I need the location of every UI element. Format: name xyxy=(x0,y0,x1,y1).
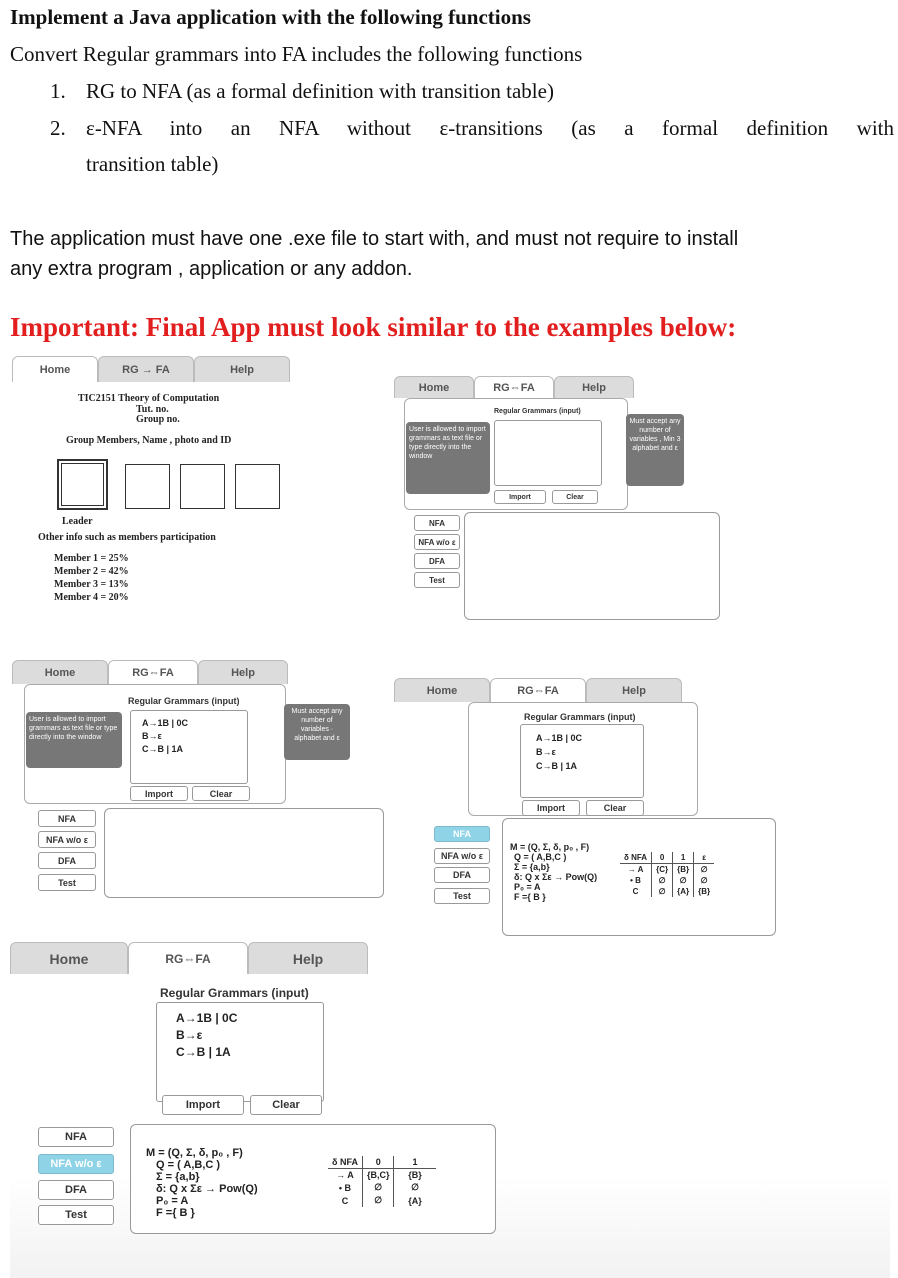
list-number-1: 1. xyxy=(50,79,66,103)
tab-help[interactable]: Help xyxy=(554,376,634,398)
member-1: Member 1 = 25% xyxy=(54,553,129,564)
formal-def-m: M = (Q, Σ, δ, p₀ , F) xyxy=(510,842,590,852)
member-photo-3 xyxy=(180,464,225,509)
formal-def-f: F ={ B } xyxy=(514,892,546,902)
test-button[interactable]: Test xyxy=(434,888,490,904)
tab-home[interactable]: Home xyxy=(12,660,108,684)
table-header xyxy=(620,852,714,864)
transition-table xyxy=(620,852,714,897)
table-cell: • B xyxy=(630,876,641,885)
grammar-title: Regular Grammars (input) xyxy=(494,408,581,415)
output-area xyxy=(464,512,720,620)
list-item-2-cont: transition table) xyxy=(86,152,219,176)
dfa-button[interactable]: DFA xyxy=(38,1180,114,1200)
intro-text: Convert Regular grammars into FA includes the following functions xyxy=(10,42,583,66)
list-item-2: ε-NFA into an NFA without ε-transitions (as a formal definition with xyxy=(86,116,894,140)
grammar-line-2: B→ε xyxy=(176,1028,203,1042)
dfa-button[interactable]: DFA xyxy=(434,867,490,883)
formal-def-delta: δ: Q x Σε → Pow(Q) xyxy=(514,872,598,882)
table-row xyxy=(620,864,714,876)
table-cell: ∅ xyxy=(694,864,715,876)
header-cell: ε xyxy=(694,852,715,864)
table-cell: ∅ xyxy=(362,1194,394,1207)
grammar-title: Regular Grammars (input) xyxy=(524,712,636,722)
table-row xyxy=(620,875,714,886)
clear-button[interactable]: Clear xyxy=(250,1095,322,1115)
table-cell: ∅ xyxy=(362,1181,394,1194)
important-note: Important: Final App must look similar to the examples below: xyxy=(10,312,737,342)
table-cell: ∅ xyxy=(652,886,673,897)
header-cell: δ NFA xyxy=(620,852,652,864)
tab-home[interactable]: Home xyxy=(394,376,474,398)
table-cell: {B,C} xyxy=(362,1169,394,1182)
members-label: Group Members, Name , photo and ID xyxy=(66,435,232,446)
member-3: Member 3 = 13% xyxy=(54,579,129,590)
grammar-input[interactable] xyxy=(494,420,602,486)
formal-def-p0: P₀ = A xyxy=(514,882,541,892)
rgfa-panel-grammar xyxy=(12,660,392,900)
grammar-title: Regular Grammars (input) xyxy=(160,986,309,1000)
dfa-button[interactable]: DFA xyxy=(414,553,460,569)
tut-no: Tut. no. xyxy=(136,404,169,415)
formal-def-q: Q = ( A,B,C ) xyxy=(514,852,567,862)
table-cell: → A xyxy=(336,1170,354,1180)
nfa-wo-e-button[interactable]: NFA w/o ε xyxy=(414,534,460,550)
member-2: Member 2 = 42% xyxy=(54,566,129,577)
table-row xyxy=(620,886,714,897)
formal-def-delta: δ: Q x Σε → Pow(Q) xyxy=(156,1183,258,1195)
group-no: Group no. xyxy=(136,414,180,425)
tooltip-import: User is allowed to import grammars as text file or type directly into the window xyxy=(26,712,122,768)
list-number-2: 2. xyxy=(50,116,66,140)
list-item-1: RG to NFA (as a formal definition with transition table) xyxy=(86,79,554,103)
tab-home[interactable]: Home xyxy=(394,678,490,702)
output-area xyxy=(104,808,384,898)
table-cell: {B} xyxy=(694,886,715,897)
home-panel-example xyxy=(12,356,292,606)
clear-button[interactable]: Clear xyxy=(552,490,598,504)
course-title: TIC2151 Theory of Computation xyxy=(78,393,220,404)
document-heading: Implement a Java application with the following functions xyxy=(10,5,531,29)
grammar-line-1: A→1B | 0C xyxy=(142,718,189,728)
requirement-line-2: any extra program , application or any addon. xyxy=(10,258,413,280)
formal-def-q: Q = ( A,B,C ) xyxy=(156,1159,221,1171)
table-cell: C xyxy=(632,887,639,896)
tab-help[interactable]: Help xyxy=(586,678,682,702)
table-cell: → A xyxy=(627,865,644,874)
formal-def-sigma: Σ = {a,b} xyxy=(514,862,550,872)
leader-photo-inner xyxy=(61,463,104,506)
nfa-wo-e-button[interactable]: NFA w/o ε xyxy=(38,1154,114,1174)
grammar-line-2: B→ε xyxy=(536,747,556,757)
table-cell: • B xyxy=(338,1182,352,1193)
rgfa-panel-empty xyxy=(394,376,724,621)
grammar-line-1: A→1B | 0C xyxy=(176,1011,238,1025)
tooltip-import: User is allowed to import grammars as text file or type directly into the window xyxy=(406,422,490,494)
table-row xyxy=(328,1181,436,1194)
table-cell: C xyxy=(341,1195,349,1206)
grammar-line-1: A→1B | 0C xyxy=(536,733,583,743)
header-cell: 0 xyxy=(652,852,673,864)
rgfa-panel-large xyxy=(10,942,890,1278)
requirement-line-1: The application must have one .exe file to start with, and must not require to install xyxy=(10,228,739,250)
nfa-wo-e-button[interactable]: NFA w/o ε xyxy=(434,848,490,864)
import-button[interactable]: Import xyxy=(162,1095,244,1115)
formal-def-sigma: Σ = {a,b} xyxy=(156,1171,200,1183)
table-row xyxy=(328,1194,436,1207)
other-info-label: Other info such as members participation xyxy=(38,532,216,543)
test-button[interactable]: Test xyxy=(38,874,96,891)
tooltip-accept: Must accept any number of variables · alphabet and ε xyxy=(284,704,350,760)
table-cell: ∅ xyxy=(394,1181,436,1194)
tab-home[interactable]: Home xyxy=(12,356,98,382)
table-cell: ∅ xyxy=(652,875,673,886)
formal-def-p0: P₀ = A xyxy=(156,1195,189,1207)
tab-home[interactable]: Home xyxy=(10,942,128,974)
nfa-button[interactable]: NFA xyxy=(434,826,490,842)
test-button[interactable]: Test xyxy=(414,572,460,588)
tab-help[interactable]: Help xyxy=(248,942,368,974)
nfa-button[interactable]: NFA xyxy=(38,810,96,827)
tab-help[interactable]: Help xyxy=(198,660,288,684)
member-photo-2 xyxy=(125,464,170,509)
grammar-line-3: C→B | 1A xyxy=(536,761,578,771)
table-row xyxy=(328,1169,436,1182)
dfa-button[interactable]: DFA xyxy=(38,852,96,869)
grammar-line-2: B→ε xyxy=(142,731,162,741)
tab-rgfa[interactable]: RG⇔FA xyxy=(128,942,248,974)
tooltip-accept: Must accept any number of variables , Min 3 alphabet and ε xyxy=(626,414,684,486)
formal-def-f: F ={ B } xyxy=(156,1207,195,1219)
nfa-wo-e-button[interactable]: NFA w/o ε xyxy=(38,831,96,848)
tab-rgfa[interactable]: RG⇔FA xyxy=(474,376,554,398)
tab-rgfa[interactable]: RG⇔FA xyxy=(108,660,198,684)
table-cell: {B} xyxy=(394,1169,436,1182)
grammar-line-3: C→B | 1A xyxy=(142,744,184,754)
import-button[interactable]: Import xyxy=(494,490,546,504)
member-photo-4 xyxy=(235,464,280,509)
import-button[interactable]: Import xyxy=(130,786,188,801)
header-cell: 1 xyxy=(394,1156,436,1169)
rgfa-panel-result xyxy=(394,678,778,938)
table-cell: ∅ xyxy=(694,875,715,886)
grammar-title: Regular Grammars (input) xyxy=(128,696,240,706)
clear-button[interactable]: Clear xyxy=(586,800,644,816)
tab-rgfa[interactable]: RG⇔FA xyxy=(490,678,586,702)
transition-table xyxy=(328,1156,436,1207)
header-cell: δ NFA xyxy=(328,1156,362,1169)
table-cell: {B} xyxy=(673,864,694,876)
import-button[interactable]: Import xyxy=(522,800,580,816)
header-cell: 0 xyxy=(362,1156,394,1169)
table-cell: {C} xyxy=(652,864,673,876)
nfa-button[interactable]: NFA xyxy=(414,515,460,531)
table-cell: {A} xyxy=(394,1194,436,1207)
clear-button[interactable]: Clear xyxy=(192,786,250,801)
leader-label: Leader xyxy=(62,516,93,527)
nfa-button[interactable]: NFA xyxy=(38,1127,114,1147)
tab-rg-fa[interactable]: RG → FA xyxy=(98,356,194,382)
table-cell: ∅ xyxy=(673,875,694,886)
grammar-line-3: C→B | 1A xyxy=(176,1045,231,1059)
table-header xyxy=(328,1156,436,1169)
member-4: Member 4 = 20% xyxy=(54,592,129,603)
tab-help[interactable]: Help xyxy=(194,356,290,382)
table-cell: {A} xyxy=(673,886,694,897)
formal-def-m: M = (Q, Σ, δ, p₀ , F) xyxy=(146,1147,243,1159)
header-cell: 1 xyxy=(673,852,694,864)
test-button[interactable]: Test xyxy=(38,1205,114,1225)
